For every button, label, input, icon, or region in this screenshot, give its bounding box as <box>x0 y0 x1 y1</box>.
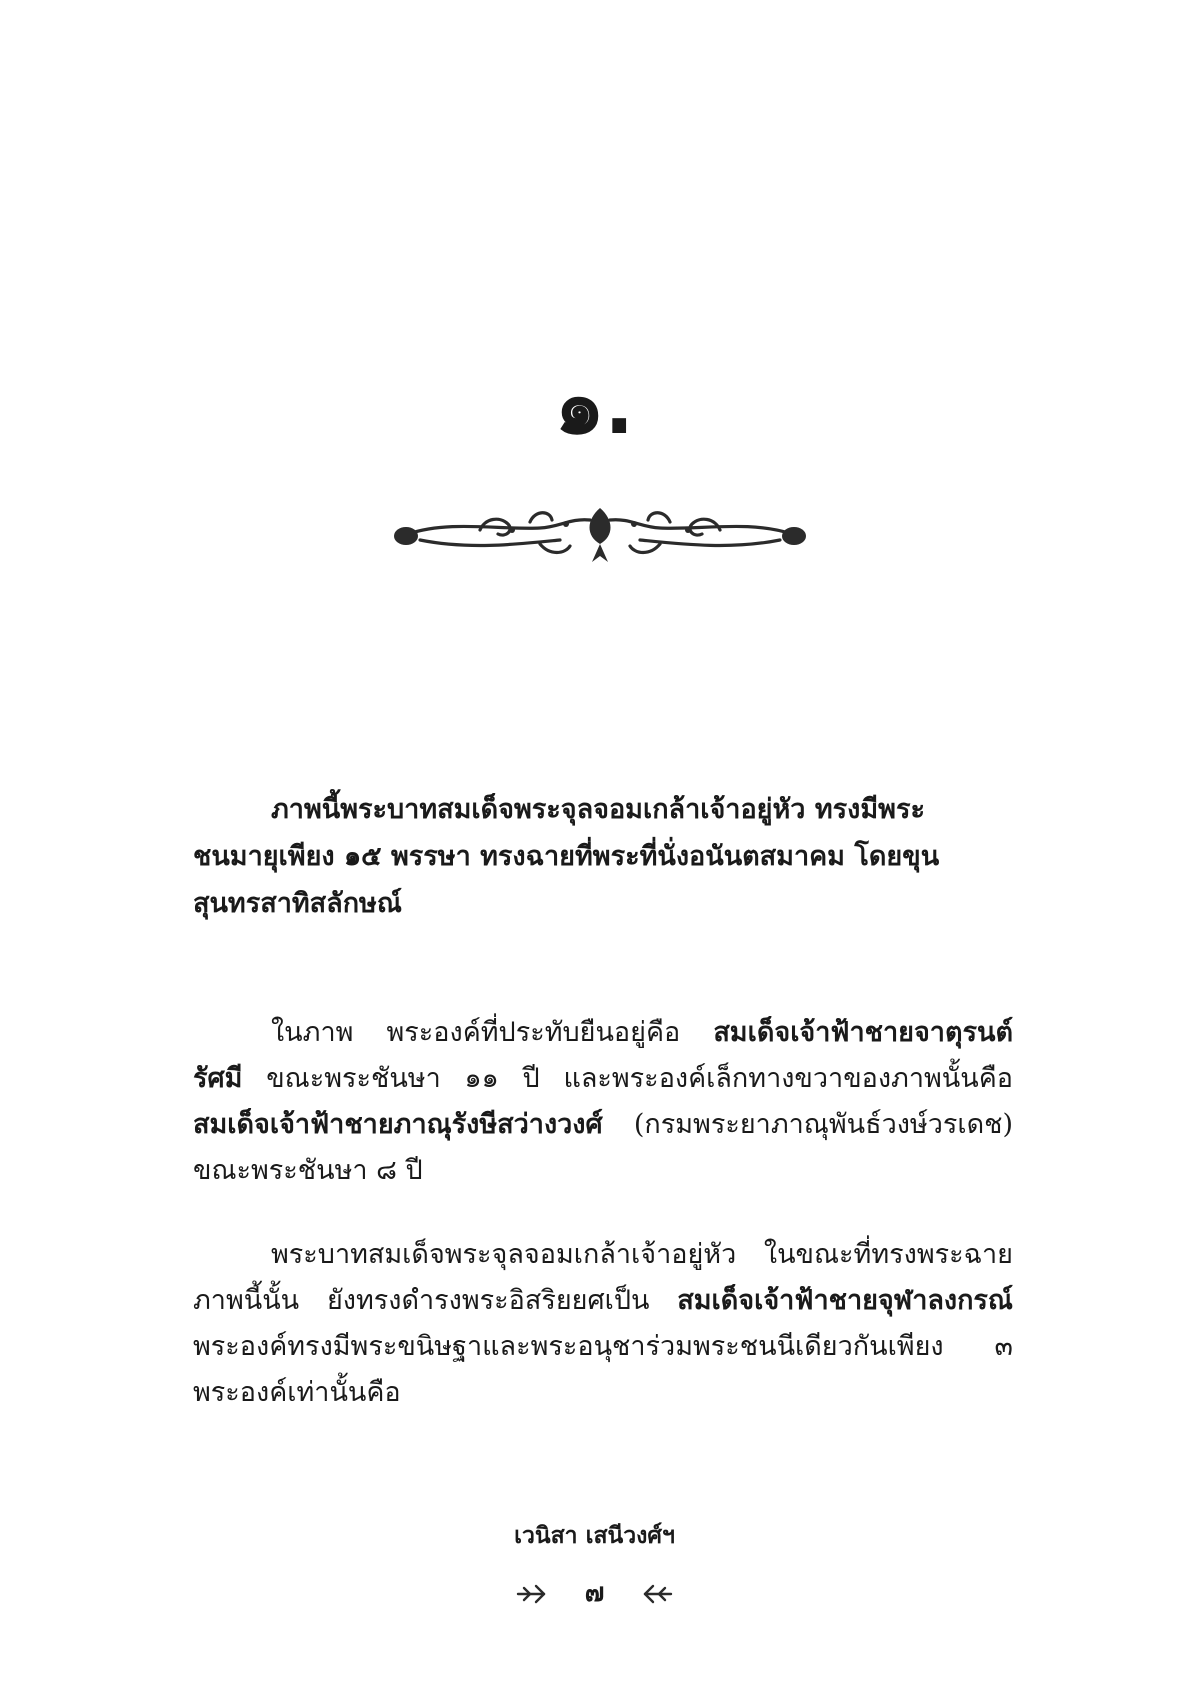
caption-line-1: ภาพนี้พระบาทสมเด็จพระจุลจอมเกล้าเจ้าอยู่หัว ทรงมีพระ <box>271 794 925 825</box>
paragraph-1-name-a: สมเด็จเจ้าฟ้าชายจาตุรนต์รัศมี <box>193 1017 1013 1094</box>
paragraph-2-text-b: พระองค์ทรงมีพระขนิษฐาและพระอนุชาร่วมพระชนนีเดียวกันเพียง ๓ พระองค์เท่านั้นคือ <box>193 1331 1013 1408</box>
page-footer <box>0 1572 1189 1613</box>
photo-caption <box>193 786 1013 927</box>
caption-line-2: ชนมายุเพียง ๑๕ พรรษา ทรงฉายที่พระที่นั่งอนันตสมาคม โดยขุน <box>193 841 940 872</box>
chapter-number: ๑. <box>554 362 635 452</box>
left-flourish-icon <box>516 1583 550 1605</box>
paragraph-2-text-a: พระบาทสมเด็จพระจุลจอมเกล้าเจ้าอยู่หัว ในขณะที่ทรงพระฉายภาพนี้นั้น ยังทรงดำรงพระอิสริยยศเป็น <box>193 1239 1013 1316</box>
paragraph-1 <box>193 1010 1013 1194</box>
page-number: ๗ <box>584 1578 605 1608</box>
paragraph-1-text-b: ขณะพระชันษา ๑๑ ปี และพระองค์เล็กทางขวาของภาพนั้นคือ <box>242 1063 1013 1094</box>
paragraph-1-name-b: สมเด็จเจ้าฟ้าชายภาณุรังษีสว่างวงศ์ <box>193 1109 603 1140</box>
paragraph-2 <box>193 1232 1013 1416</box>
paragraph-1-text-a: ในภาพ พระองค์ที่ประทับยืนอยู่คือ <box>271 1017 714 1048</box>
ornamental-divider-icon <box>390 500 810 570</box>
caption-line-3: สุนทรสาทิสลักษณ์ <box>193 888 402 919</box>
paragraph-1-text-c: (กรมพระยาภาณุพันธ์วงษ์วรเดช) ขณะพระชันษา ๘ ปี <box>193 1109 1013 1186</box>
paragraph-2-name-a: สมเด็จเจ้าฟ้าชายจุฬาลงกรณ์ <box>677 1285 1013 1316</box>
right-flourish-icon <box>639 1583 673 1605</box>
author-name: เวนิสา เสนีวงศ์ฯ <box>514 1523 675 1549</box>
